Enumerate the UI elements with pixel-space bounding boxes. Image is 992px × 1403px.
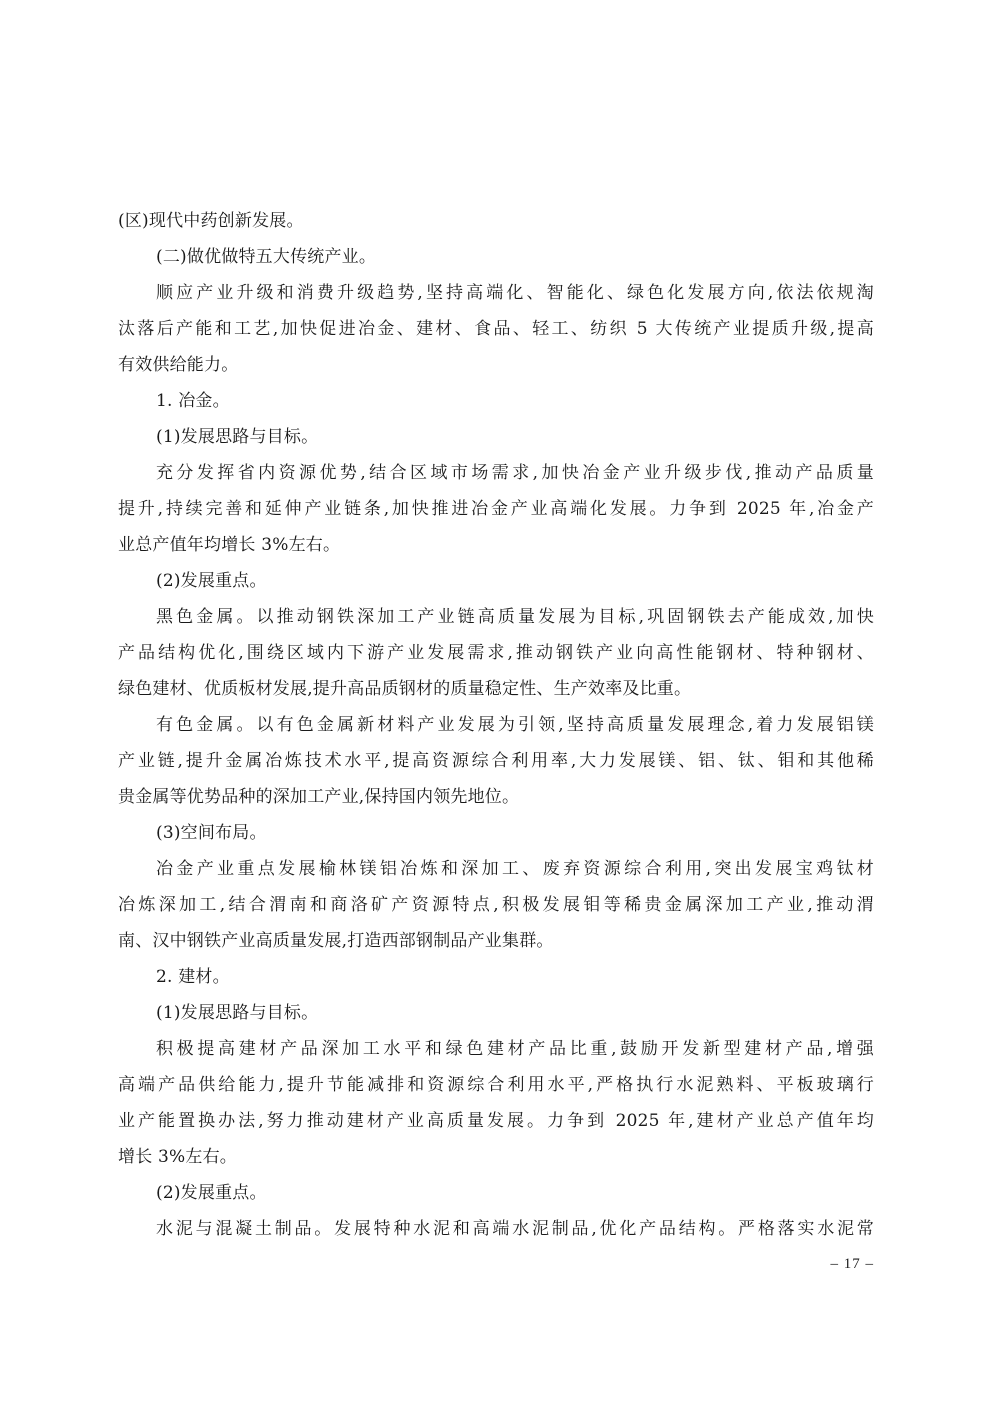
text-line-16: 产业链,提升金属冶炼技术水平,提高资源综合利用率,大力发展镁、铝、钛、钼和其他稀 (118, 751, 874, 771)
text-line-13: 产品结构优化,围绕区域内下游产业发展需求,推动钢铁产业向高性能钢材、特种钢材、 (118, 643, 874, 663)
text-line-21: 南、汉中钢铁产业高质量发展,打造西部钢制品产业集群。 (118, 931, 554, 951)
text-line-26: 业产能置换办法,努力推动建材产业高质量发展。力争到 2025 年,建材产业总产值年均 (118, 1111, 874, 1131)
text-line-15: 有色金属。以有色金属新材料产业发展为引领,坚持高质量发展理念,着力发展铝镁 (156, 715, 874, 735)
text-line-20: 冶炼深加工,结合渭南和商洛矿产资源特点,积极发展钼等稀贵金属深加工产业,推动渭 (118, 895, 874, 915)
section-heading-two: (二)做优做特五大传统产业。 (156, 247, 377, 267)
subheading-goals-2: (1)发展思路与目标。 (156, 1003, 319, 1023)
text-line-9: 提升,持续完善和延伸产业链条,加快推进冶金产业高端化发展。力争到 2025 年,冶金产 (118, 499, 874, 519)
subheading-metallurgy: 1. 冶金。 (156, 391, 230, 411)
document-body (118, 203, 874, 1247)
text-line-27: 增长 3%左右。 (118, 1147, 237, 1167)
text-line-1: (区)现代中药创新发展。 (118, 211, 304, 231)
text-line-19: 冶金产业重点发展榆林镁铝冶炼和深加工、废弃资源综合利用,突出发展宝鸡钛材 (156, 859, 874, 879)
page-number: – 17 – (830, 1256, 874, 1272)
subheading-goals-1: (1)发展思路与目标。 (156, 427, 319, 447)
subheading-building-materials: 2. 建材。 (156, 967, 230, 987)
text-line-10: 业总产值年均增长 3%左右。 (118, 535, 341, 555)
text-line-25: 高端产品供给能力,提升节能减排和资源综合利用水平,严格执行水泥熟料、平板玻璃行 (118, 1075, 874, 1095)
text-line-29: 水泥与混凝土制品。发展特种水泥和高端水泥制品,优化产品结构。严格落实水泥常 (156, 1219, 874, 1239)
text-line-12: 黑色金属。以推动钢铁深加工产业链高质量发展为目标,巩固钢铁去产能成效,加快 (156, 607, 874, 627)
text-line-17: 贵金属等优势品种的深加工产业,保持国内领先地位。 (118, 787, 520, 807)
text-line-24: 积极提高建材产品深加工水平和绿色建材产品比重,鼓励开发新型建材产品,增强 (156, 1039, 874, 1059)
subheading-focus-2: (2)发展重点。 (156, 1183, 267, 1203)
subheading-focus-1: (2)发展重点。 (156, 571, 267, 591)
text-line-3: 顺应产业升级和消费升级趋势,坚持高端化、智能化、绿色化发展方向,依法依规淘 (156, 283, 874, 303)
text-line-8: 充分发挥省内资源优势,结合区域市场需求,加快冶金产业升级步伐,推动产品质量 (156, 463, 874, 483)
text-line-14: 绿色建材、优质板材发展,提升高品质钢材的质量稳定性、生产效率及比重。 (118, 679, 692, 699)
text-line-5: 有效供给能力。 (118, 355, 239, 375)
text-line-4: 汰落后产能和工艺,加快促进冶金、建材、食品、轻工、纺织 5 大传统产业提质升级,提高 (118, 319, 874, 339)
subheading-layout: (3)空间布局。 (156, 823, 267, 843)
